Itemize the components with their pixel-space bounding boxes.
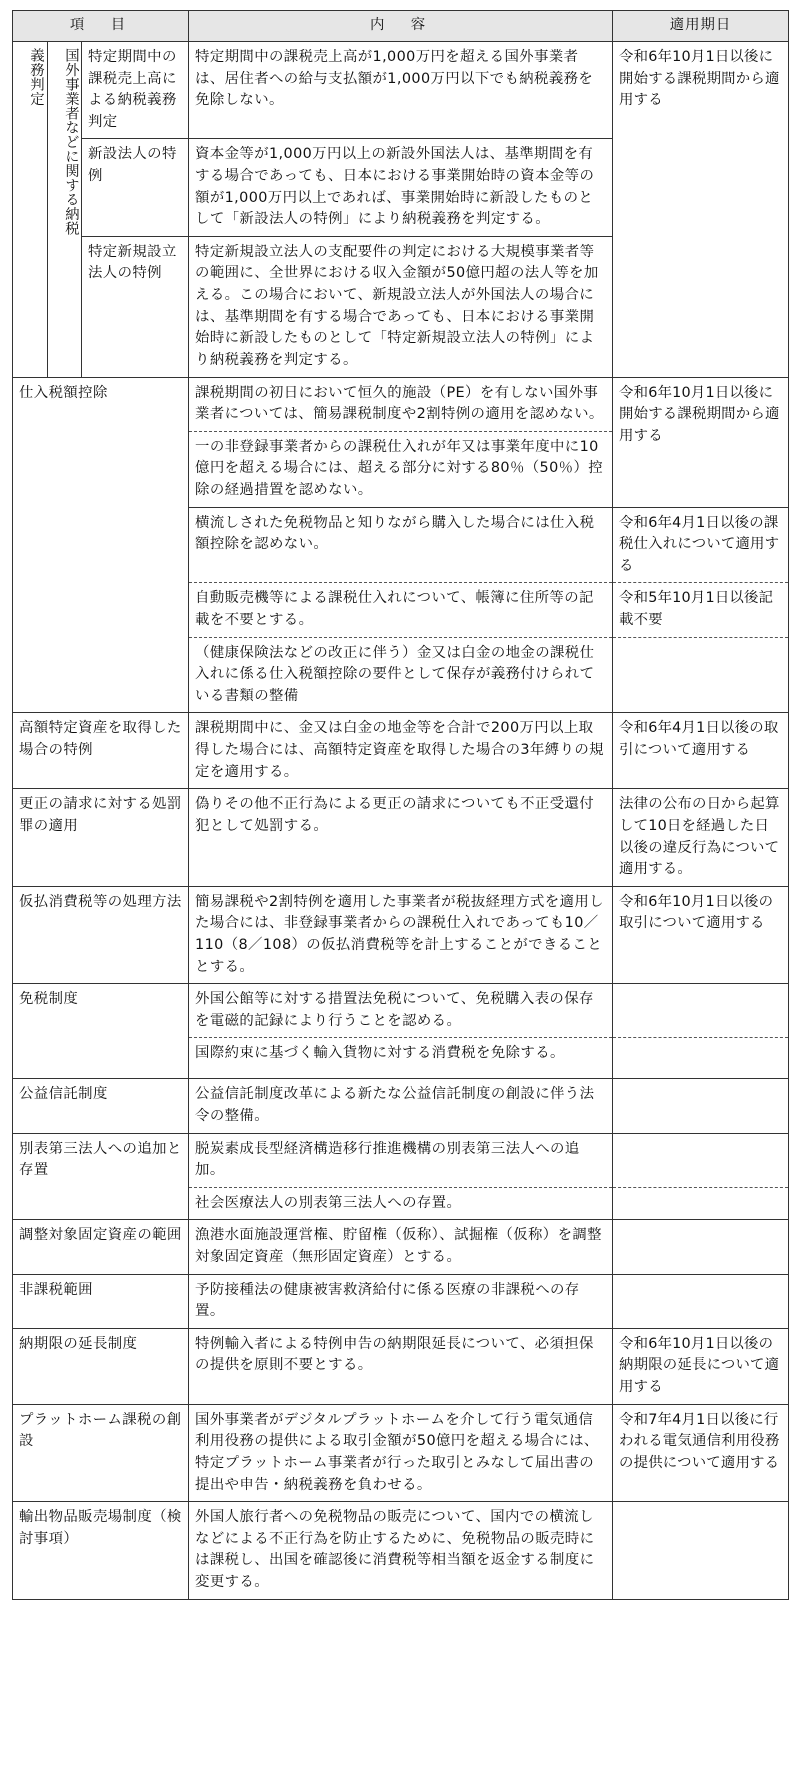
row-date-empty	[613, 1079, 789, 1133]
row-item: 輸出物品販売場制度（検討事項）	[13, 1502, 189, 1599]
group-label-outer: 義務判定	[13, 42, 48, 378]
header-row	[13, 11, 789, 42]
row-content: 課税期間中に、金又は白金の地金等を合計で200万円以上取得した場合には、高額特定資産を取得した場合の3年縛りの規定を適用する。	[189, 713, 613, 789]
row-date-empty	[613, 984, 789, 1038]
row-content: 横流しされた免税物品と知りながら購入した場合には仕入税額控除を認めない。	[189, 507, 613, 583]
row-date: 令和5年10月1日以後記載不要	[613, 583, 789, 637]
row-date: 令和7年4月1日以後に行われる電気通信利用役務の提供について適用する	[613, 1404, 789, 1501]
tax-reform-table	[12, 10, 789, 1600]
table-row	[13, 789, 789, 886]
row-date: 令和6年10月1日以後の納期限の延長について適用する	[613, 1328, 789, 1404]
row-content: 資本金等が1,000万円以上の新設外国法人は、基準期間を有する場合であっても、日本における事業開始時の資本金等の額が1,000万円以上であれば、事業開始時に新設したものとして「新設法人の特例」により納税義務を判定する。	[189, 139, 613, 236]
row-content: 簡易課税や2割特例を適用した事業者が税抜経理方式を適用した場合には、非登録事業者からの課税仕入れであっても10／110（8／108）の仮払消費税等を計上することができることとする。	[189, 886, 613, 983]
row-item: 特定新規設立法人の特例	[82, 236, 189, 377]
row-item: 新設法人の特例	[82, 139, 189, 236]
table-row	[13, 1133, 789, 1187]
table-row	[13, 1220, 789, 1274]
table-row	[13, 1079, 789, 1133]
row-content: 外国公館等に対する措置法免税について、免税購入表の保存を電磁的記録により行うことを認める。	[189, 984, 613, 1038]
table-row	[13, 886, 789, 983]
table-row	[13, 1404, 789, 1501]
row-item: 更正の請求に対する処罰罪の適用	[13, 789, 189, 886]
row-item: プラットホーム課税の創設	[13, 1404, 189, 1501]
row-date-empty	[613, 1187, 789, 1220]
tax-reform-table-page	[12, 10, 788, 1600]
row-item: 調整対象固定資産の範囲	[13, 1220, 189, 1274]
row-content: （健康保険法などの改正に伴う）金又は白金の地金の課税仕入れに係る仕入税額控除の要件として保存が義務付けられている書類の整備	[189, 637, 613, 713]
row-content: 脱炭素成長型経済構造移行推進機構の別表第三法人への追加。	[189, 1133, 613, 1187]
row-item: 納期限の延長制度	[13, 1328, 189, 1404]
row-content: 一の非登録事業者からの課税仕入れが年又は事業年度中に10億円を超える場合には、超える部分に対する80％（50％）控除の経過措置を認めない。	[189, 431, 613, 507]
table-row	[13, 377, 789, 431]
row-date: 令和6年4月1日以後の課税仕入れについて適用する	[613, 507, 789, 583]
row-content: 社会医療法人の別表第三法人への存置。	[189, 1187, 613, 1220]
row-date: 法律の公布の日から起算して10日を経過した日以後の違反行為について適用する。	[613, 789, 789, 886]
row-content: 特例輸入者による特例申告の納期限延長について、必須担保の提供を原則不要とする。	[189, 1328, 613, 1404]
row-item: 別表第三法人への追加と存置	[13, 1133, 189, 1220]
row-date: 令和6年4月1日以後の取引について適用する	[613, 713, 789, 789]
table-row	[13, 1502, 789, 1599]
row-content: 特定新規設立法人の支配要件の判定における大規模事業者等の範囲に、全世界における収入金額が50億円超の法人等を加える。この場合において、新規設立法人が外国法人の場合には、基準期間を有する場合であっても、日本における事業開始時に新設したものとして「特定新規設立法人の特例」により納税義務を判定する。	[189, 236, 613, 377]
row-item: 仕入税額控除	[13, 377, 189, 713]
row-date-empty	[613, 1133, 789, 1187]
row-date: 令和6年10月1日以後の取引について適用する	[613, 886, 789, 983]
row-item: 公益信託制度	[13, 1079, 189, 1133]
row-item: 特定期間中の課税売上高による納税義務判定	[82, 42, 189, 139]
row-content: 課税期間の初日において恒久的施設（PE）を有しない国外事業者については、簡易課税制度や2割特例の適用を認めない。	[189, 377, 613, 431]
header-content: 内 容	[189, 11, 613, 42]
row-date: 令和6年10月1日以後に開始する課税期間から適用する	[613, 377, 789, 507]
table-row	[13, 1274, 789, 1328]
row-date-empty	[613, 1502, 789, 1599]
row-date: 令和6年10月1日以後に開始する課税期間から適用する	[613, 42, 789, 378]
row-date-empty	[613, 1038, 789, 1079]
header-item: 項 目	[13, 11, 189, 42]
row-item: 免税制度	[13, 984, 189, 1079]
row-date-empty	[613, 1274, 789, 1328]
table-row	[13, 713, 789, 789]
row-content: 特定期間中の課税売上高が1,000万円を超える国外事業者は、居住者への給与支払額が1,000万円以下でも納税義務を免除しない。	[189, 42, 613, 139]
group-label-inner: 国外事業者などに関する納税	[48, 42, 82, 378]
row-item: 高額特定資産を取得した場合の特例	[13, 713, 189, 789]
row-date-empty	[613, 637, 789, 713]
table-row	[13, 1328, 789, 1404]
header-date: 適用期日	[613, 11, 789, 42]
row-content: 漁港水面施設運営権、貯留権（仮称）、試掘権（仮称）を調整対象固定資産（無形固定資産）とする。	[189, 1220, 613, 1274]
table-row	[13, 42, 789, 139]
row-content: 公益信託制度改革による新たな公益信託制度の創設に伴う法令の整備。	[189, 1079, 613, 1133]
row-date-empty	[613, 1220, 789, 1274]
row-content: 予防接種法の健康被害救済給付に係る医療の非課税への存置。	[189, 1274, 613, 1328]
row-item: 仮払消費税等の処理方法	[13, 886, 189, 983]
table-row	[13, 984, 789, 1038]
row-content: 国際約束に基づく輸入貨物に対する消費税を免除する。	[189, 1038, 613, 1079]
row-content: 国外事業者がデジタルプラットホームを介して行う電気通信利用役務の提供による取引金額が50億円を超える場合には、特定プラットホーム事業者が行った取引とみなして届出書の提出や申告・納税義務を負わせる。	[189, 1404, 613, 1501]
row-content: 自動販売機等による課税仕入れについて、帳簿に住所等の記載を不要とする。	[189, 583, 613, 637]
row-item: 非課税範囲	[13, 1274, 189, 1328]
row-content: 外国人旅行者への免税物品の販売について、国内での横流しなどによる不正行為を防止するために、免税物品の販売時には課税し、出国を確認後に消費税等相当額を返金する制度に変更する。	[189, 1502, 613, 1599]
row-content: 偽りその他不正行為による更正の請求についても不正受還付犯として処罰する。	[189, 789, 613, 886]
